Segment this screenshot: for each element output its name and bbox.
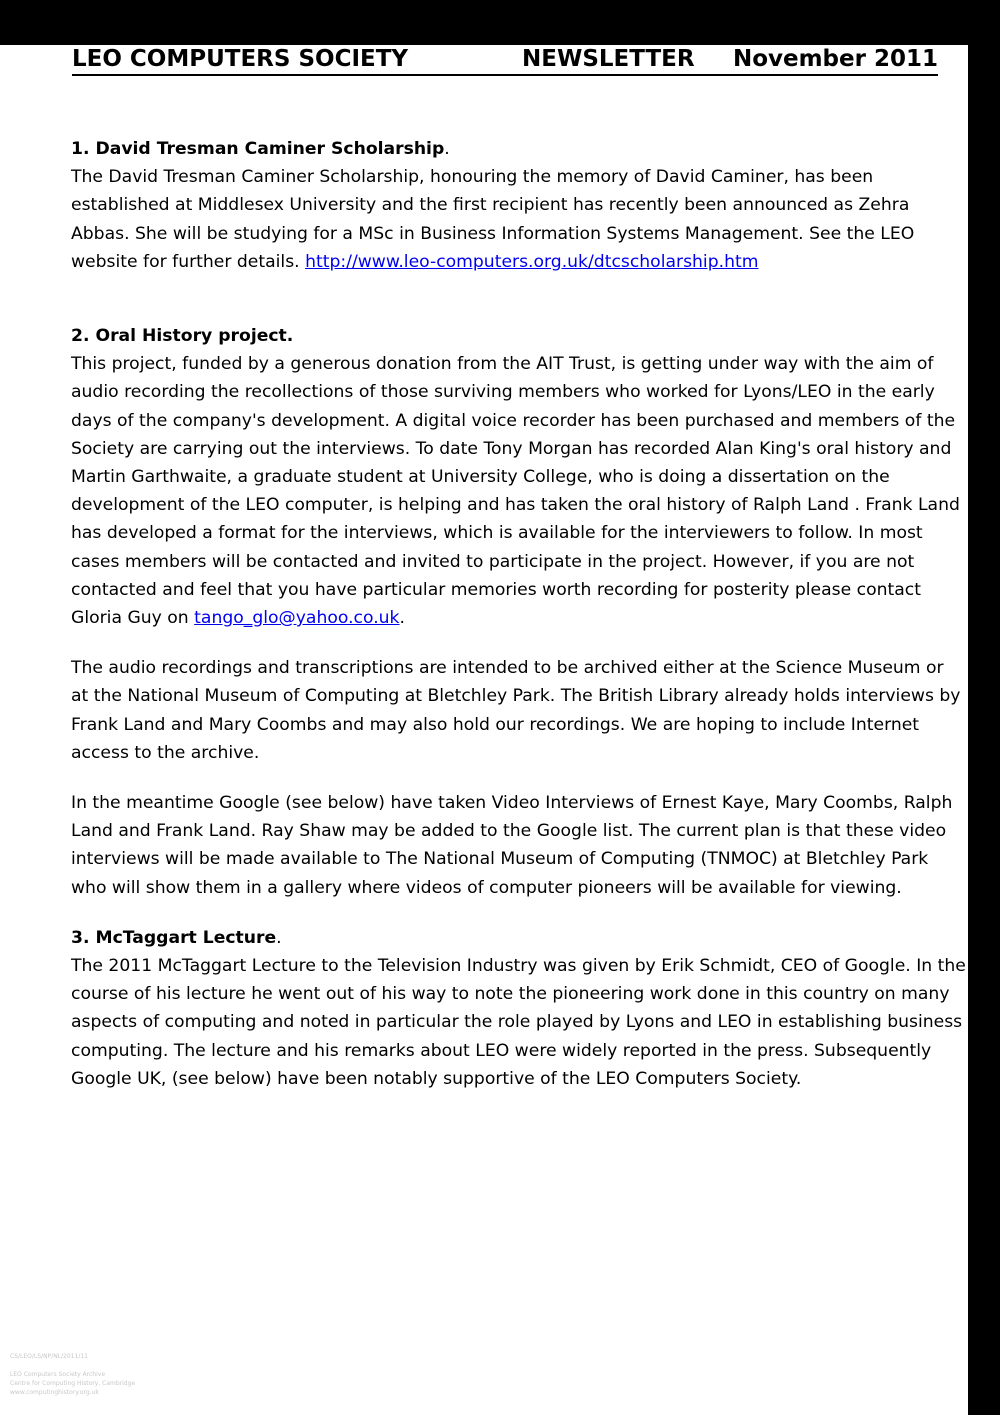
archive-stamp bbox=[10, 1352, 135, 1397]
scholarship-paragraph bbox=[71, 163, 966, 276]
section-scholarship bbox=[71, 135, 966, 276]
issue-date: November 2011 bbox=[732, 46, 938, 72]
section-title-mctaggart: 3. McTaggart Lecture bbox=[71, 927, 277, 948]
section-title-oral-history: 2. Oral History project. bbox=[71, 326, 294, 347]
contact-email-link[interactable]: tango_glo@yahoo.co.uk bbox=[194, 608, 400, 629]
newsletter-page bbox=[0, 45, 968, 1415]
archive-website: www.computinghistory.org.uk bbox=[10, 1389, 99, 1396]
section-title-period: . bbox=[276, 927, 282, 948]
oral-history-paragraph-2: The audio recordings and transcriptions are intended to be archived either at the Science Museum or at the National Museum of Computing at Bletchley Park. The British Library already holds interviews by Frank Land and Mary Coombs and may also hold our recordings. We are hoping to include Internet access to the archive. bbox=[71, 658, 961, 763]
oral-history-period: . bbox=[399, 608, 405, 629]
newsletter-body bbox=[71, 135, 966, 1093]
scholarship-link[interactable]: http://www.leo-computers.org.uk/dtcscholarship.htm bbox=[305, 251, 759, 272]
newsletter-header bbox=[72, 45, 938, 76]
archive-location: Centre for Computing History, Cambridge bbox=[10, 1380, 136, 1387]
oral-history-paragraph-3: In the meantime Google (see below) have taken Video Interviews of Ernest Kaye, Mary Coombs, Ralph Land and Frank Land. Ray Shaw may be added to the Google list. The current plan is that these video interviews will be made available to The National Museum of Computing (TNMOC) at Bletchley Park who will show them in a gallery where videos of computer pioneers will be available for viewing. bbox=[71, 793, 953, 898]
archive-reference: CS/LEO/LS/NP/NL/2011/11 bbox=[10, 1353, 88, 1360]
mctaggart-paragraph: The 2011 McTaggart Lecture to the Television Industry was given by Erik Schmidt, CEO of Google. In the course of his lecture he went out of his way to note the pioneering work done in this country on many aspects of computing and noted in particular the role played by Lyons and LEO in establishing business computing. The lecture and his remarks about LEO were widely reported in the press. Subsequently Google UK, (see below) have been notably supportive of the LEO Computers Society. bbox=[71, 956, 966, 1089]
oral-history-paragraph-1 bbox=[71, 350, 966, 632]
newsletter-label: NEWSLETTER bbox=[522, 46, 695, 72]
section-title-period: . bbox=[444, 139, 450, 159]
archive-name: LEO Computers Society Archive bbox=[10, 1371, 106, 1378]
scholarship-text: The David Tresman Caminer Scholarship, honouring the memory of David Caminer, has been established at Middlesex University and the first recipient has recently been announced as Zehra Abbas. She will be studying for a MSc in Business Information Systems Management. See the LEO website for further details. bbox=[71, 167, 915, 272]
section-oral-history bbox=[71, 322, 966, 902]
society-name: LEO COMPUTERS SOCIETY bbox=[72, 46, 409, 72]
section-title-scholarship: 1. David Tresman Caminer Scholarship bbox=[71, 139, 445, 159]
section-mctaggart bbox=[71, 924, 966, 1093]
oral-history-text: This project, funded by a generous donation from the AIT Trust, is getting under way with the aim of audio recording the recollections of those surviving members who worked for Lyons/LEO in the early days of the company's development. A digital voice recorder has been purchased and members of the Society are carrying out the interviews. To date Tony Morgan has recorded Alan King's oral history and Martin Garthwaite, a graduate student at University College, who is doing a dissertation on the development of the LEO computer, is helping and has taken the oral history of Ralph Land . Frank Land has developed a format for the interviews, which is available for the interviewers to follow. In most cases members will be contacted and invited to participate in the project. However, if you are not contacted and feel that you have particular memories worth recording for posterity please contact Gloria Guy on bbox=[71, 354, 960, 629]
